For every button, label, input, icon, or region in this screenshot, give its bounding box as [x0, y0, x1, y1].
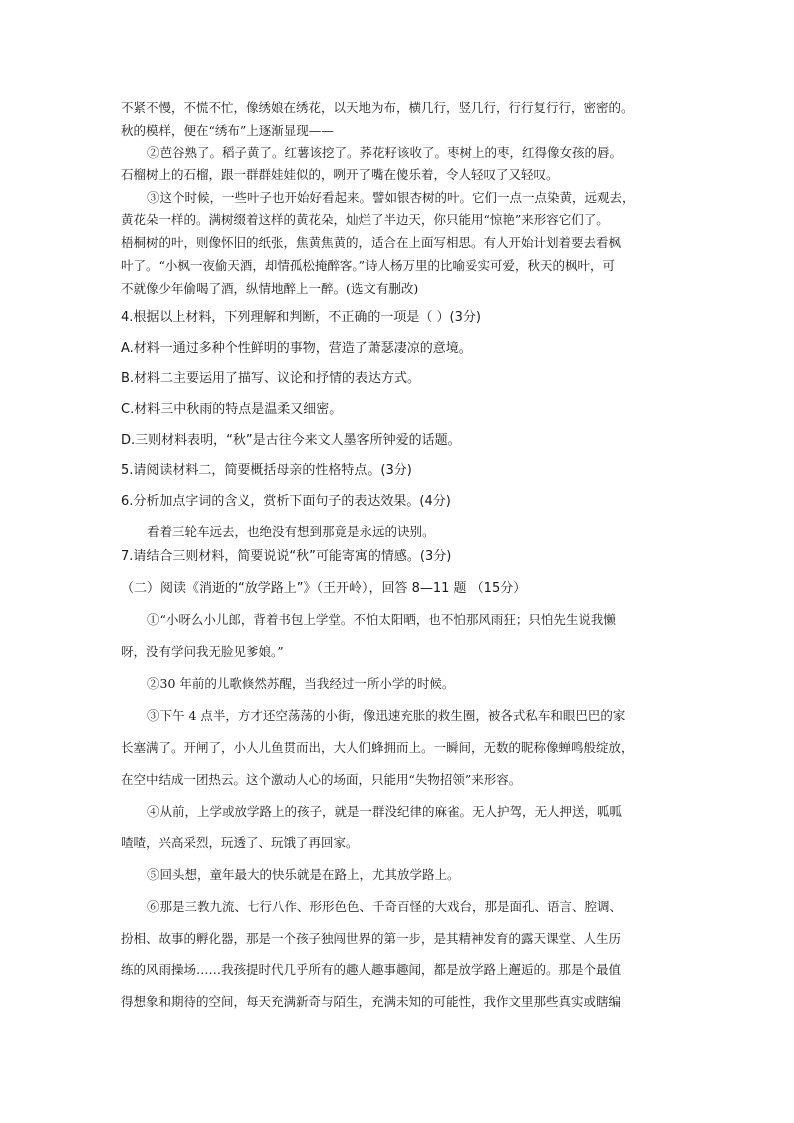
- question-4-option-c: C.材料三中秋雨的特点是温柔又细密。: [121, 402, 343, 417]
- question-4-stem: 4.根据以上材料，下列理解和判断，不正确的一项是（ ）(3分): [121, 310, 481, 325]
- material-three-line: 黄花朵一样的。满树缀着这样的黄花朵，灿烂了半边天，你只能用“惊艳”来形容它们了。: [121, 212, 609, 227]
- passage-line: 在空中结成一团热云。这个激动人心的场面，只能用“失物招领”来形容。: [121, 772, 522, 787]
- passage-line: 练的风雨操场……我孩提时代几乎所有的趣人趣事趣闻，都是放学路上邂逅的。那是个最值: [121, 962, 622, 977]
- material-three-line: ③这个时候，一些叶子也开始好看起来。譬如银杏树的叶。它们一点一点染黄，远观去，: [147, 190, 635, 205]
- passage-line: ③下午 4 点半，方才还空荡荡的小街，像迅速充胀的救生圈，被各式私车和眼巴巴的家: [147, 708, 626, 723]
- material-three-line: 秋的模样，便在“绣布”上逐渐显现——: [121, 123, 334, 138]
- passage-line: 扮相、故事的孵化器，那是一个孩子独闯世界的第一步，是其精神发育的露天课堂、人生历: [121, 931, 622, 946]
- question-4-option-d: D.三则材料表明，“秋”是古往今来文人墨客所钟爱的话题。: [121, 433, 461, 448]
- passage-line: 得想象和期待的空间，每天充满新奇与陌生，充满未知的可能性，我作文里那些真实或瞎编: [121, 994, 622, 1009]
- passage-line: 呀，没有学问我无脸见爹娘。”: [121, 644, 284, 659]
- question-6: 6.分析加点字词的含义，赏析下面句子的表达效果。(4分): [121, 494, 451, 509]
- passage-line: ⑤回头想，童年最大的快乐就是在路上，尤其放学路上。: [147, 867, 460, 882]
- section-two-heading: （二）阅读《消逝的“放学路上”》（王开岭），回答 8—11 题 （15分）: [121, 581, 527, 596]
- question-7: 7.请结合三则材料，简要说说“秋”可能寄寓的情感。(3分): [121, 549, 452, 564]
- material-three-line: 石榴树上的石榴，跟一群群娃娃似的，咧开了嘴在傻乐着，令人轻叹了又轻叹。: [121, 167, 559, 182]
- question-4-option-a: A.材料一通过多种个性鲜明的事物，营造了萧瑟凄凉的意境。: [121, 341, 472, 356]
- material-three-line: 梧桐树的叶，则像怀旧的纸张，焦黄焦黄的，适合在上面写相思。有人开始计划着要去看枫: [121, 235, 622, 250]
- passage-line: ④从前，上学或放学路上的孩子，就是一群没纪律的麻雀。无人护驾，无人押送，呱呱: [147, 804, 623, 819]
- question-4-option-b: B.材料二主要运用了描写、议论和抒情的表达方式。: [121, 371, 421, 386]
- passage-line: ①“小呀么小儿郎，背着书包上学堂。不怕太阳晒，也不怕那风雨狂；只怕先生说我懒: [147, 612, 616, 627]
- passage-line: 喳喳，兴高采烈，玩透了、玩饿了再回家。: [121, 835, 359, 850]
- material-three-line: 叶了。“小枫一夜偷天酒，却情孤松掩醉客。”诗人杨万里的比喻妥实可爱，秋天的枫叶，可: [121, 258, 616, 273]
- question-6-quote: 看着三轮车远去，也绝没有想到那竟是永远的诀别。: [147, 524, 435, 539]
- passage-line: ⑥那是三教九流、七行八作、形形色色、千奇百怪的大戏台，那是面孔、语言、腔调、: [147, 899, 623, 914]
- passage-line: 长塞满了。开闸了，小人儿鱼贯而出，大人们蜂拥而上。一瞬间，无数的昵称像蝉鸣般绽放，: [121, 740, 634, 755]
- material-three-line: 不紧不慢，不慌不忙，像绣娘在绣花，以天地为布，横几行，竖几行，行行复行行，密密的。: [121, 100, 634, 115]
- passage-line: ②30 年前的儿歌倏然苏醒，当我经过一所小学的时候。: [147, 676, 455, 691]
- material-three-line: 不就像少年偷喝了酒，纵情地醉上一醉。(选文有删改): [121, 281, 419, 296]
- material-three-line: ②芭谷熟了。稻子黄了。红薯该挖了。荞花籽该收了。枣树上的枣，红得像女孩的唇。: [147, 145, 623, 160]
- question-5: 5.请阅读材料二，简要概括母亲的性格特点。(3分): [121, 463, 412, 478]
